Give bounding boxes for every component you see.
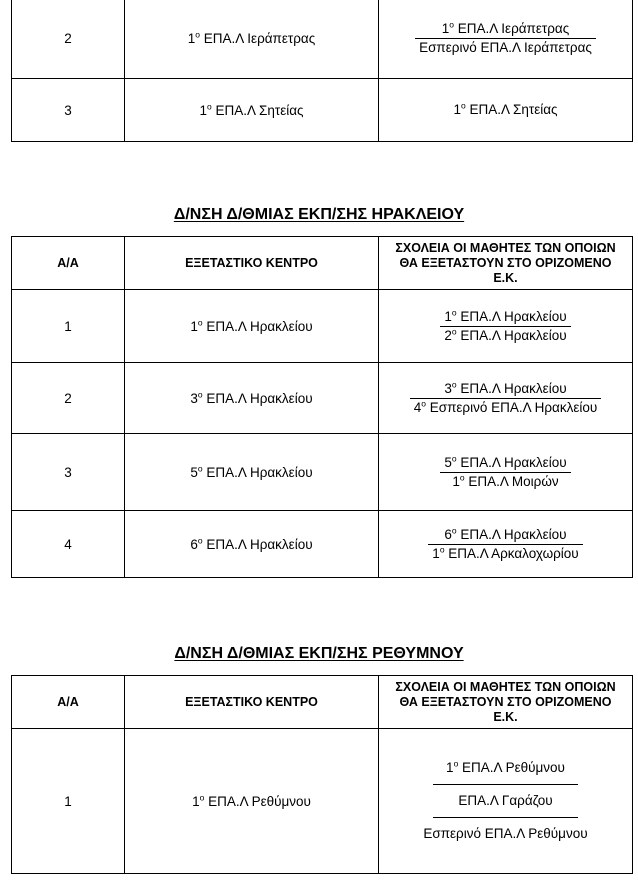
schools-list <box>444 454 566 491</box>
school-entry <box>432 545 578 563</box>
row-number: 2 <box>12 363 125 434</box>
table-row <box>12 290 633 363</box>
exam-center-text: 1 <box>187 31 196 46</box>
exam-center-cell <box>125 434 379 511</box>
exam-center-text: 3 <box>190 390 198 406</box>
school-text: 1 <box>446 760 454 775</box>
school-ordinal: ο <box>460 100 466 111</box>
row-number: 3 <box>12 434 125 511</box>
school-entry <box>432 526 578 544</box>
exam-center-rest: ΕΠΑ.Λ Ηρακλείου <box>202 318 313 334</box>
exam-center-ordinal: ο <box>199 792 205 802</box>
row-number: 1 <box>12 290 125 363</box>
exam-center-text: 1 <box>192 793 200 809</box>
schools-cell <box>379 0 633 79</box>
school-separator <box>433 784 577 785</box>
schools-cell <box>379 511 633 578</box>
table-row <box>12 729 633 874</box>
school-rest: ΕΠΑ.Λ Ιεράπετρας <box>454 21 570 36</box>
exam-center-ordinal: ο <box>197 389 203 399</box>
school-text: 1 <box>444 308 452 324</box>
school-ordinal: ο <box>451 307 457 317</box>
school-ordinal: ο <box>459 472 465 482</box>
table-header-row <box>12 237 633 290</box>
school-rest: ΕΠΑ.Λ Σητείας <box>465 102 558 117</box>
school-text: Εσπερινό ΕΠΑ.Λ Ρεθύμνου <box>423 826 588 841</box>
schools-cell <box>379 434 633 511</box>
table-lasithi-continued <box>11 0 633 142</box>
exam-center-rest: ΕΠΑ.Λ Ηρακλείου <box>202 464 313 480</box>
exam-center-text: 1 <box>199 102 207 118</box>
exam-center-cell <box>125 79 379 142</box>
header-schools: ΣΧΟΛΕΙΑ ΟΙ ΜΑΘΗΤΕΣ ΤΩΝ ΟΠΟΙΩΝ ΘΑ ΕΞΕΤΑΣΤΟΥΝ ΣΤΟ ΟΡΙΖΟΜΕΝΟ Ε.Κ. <box>379 237 633 290</box>
exam-center-ordinal: ο <box>206 101 212 111</box>
header-aa: Α/Α <box>12 237 125 290</box>
table-body <box>12 290 633 578</box>
school-text: 6 <box>444 526 452 542</box>
table-header-row <box>12 676 633 729</box>
school-entry <box>414 399 598 417</box>
table-row <box>12 363 633 434</box>
school-ordinal: ο <box>451 525 457 535</box>
exam-center-cell <box>125 363 379 434</box>
school-entry <box>444 454 566 472</box>
schools-cell <box>379 729 633 874</box>
school-entry <box>453 101 557 119</box>
row-number: 2 <box>12 0 125 79</box>
school-text: 1 <box>452 473 460 489</box>
exam-center-rest: ΕΠΑ.Λ Ρεθύμνου <box>204 793 311 809</box>
school-entry <box>423 793 587 809</box>
school-ordinal: ο <box>453 758 459 769</box>
school-ordinal: ο <box>451 379 457 389</box>
school-text: Εσπερινό ΕΠΑ.Λ Ιεράπετρας <box>419 40 592 55</box>
table-row <box>12 511 633 578</box>
header-exam-center: ΕΞΕΤΑΣΤΙΚΟ ΚΕΝΤΡΟ <box>125 237 379 290</box>
header-schools: ΣΧΟΛΕΙΑ ΟΙ ΜΑΘΗΤΕΣ ΤΩΝ ΟΠΟΙΩΝ ΘΑ ΕΞΕΤΑΣΤΟΥΝ ΣΤΟ ΟΡΙΖΟΜΕΝΟ Ε.Κ. <box>379 676 633 729</box>
school-text: 2 <box>444 327 452 343</box>
schools-cell <box>379 363 633 434</box>
schools-list <box>432 526 578 563</box>
school-text: 1 <box>441 21 450 36</box>
schools-list <box>423 760 587 842</box>
exam-center-rest: ΕΠΑ.Λ Ηρακλείου <box>202 536 313 552</box>
school-rest: ΕΠΑ.Λ Ηρακλείου <box>456 380 567 396</box>
school-text: 4 <box>413 399 422 415</box>
exam-center-ordinal: ο <box>197 535 203 545</box>
exam-center-cell <box>125 290 379 363</box>
school-rest: ΕΠΑ.Λ Ηρακλείου <box>456 454 567 470</box>
school-entry <box>423 826 587 842</box>
exam-center-ordinal: ο <box>197 317 203 327</box>
exam-center-text: 6 <box>190 536 198 552</box>
exam-center-text: 5 <box>190 464 198 480</box>
school-text: ΕΠΑ.Λ Γαράζου <box>458 793 553 808</box>
section-title-heraklion: Δ/ΝΣΗ Δ/ΘΜΙΑΣ ΕΚΠ/ΣΗΣ ΗΡΑΚΛΕΙΟΥ <box>173 206 465 223</box>
exam-center-rest: ΕΠΑ.Λ Ιεράπετρας <box>200 31 316 46</box>
row-number: 1 <box>12 729 125 874</box>
school-ordinal: ο <box>451 453 457 463</box>
schools-cell <box>379 79 633 142</box>
exam-center-cell <box>125 511 379 578</box>
table-body <box>12 0 633 142</box>
table-row <box>12 79 633 142</box>
exam-center-cell <box>125 729 379 874</box>
row-number: 3 <box>12 79 125 142</box>
table-rethymno <box>11 675 633 874</box>
school-ordinal: ο <box>421 398 426 408</box>
school-rest: Εσπερινό ΕΠΑ.Λ Ηρακλείου <box>425 399 598 415</box>
table-heraklion <box>11 236 633 578</box>
school-rest: ΕΠΑ.Λ Ηρακλείου <box>456 327 567 343</box>
table-row <box>12 0 633 79</box>
schools-list <box>419 20 592 57</box>
school-ordinal: ο <box>449 19 455 30</box>
school-text: 1 <box>432 545 440 561</box>
school-ordinal: ο <box>451 326 457 336</box>
schools-cell <box>379 290 633 363</box>
exam-center-text: 1 <box>190 318 198 334</box>
school-text: 3 <box>444 380 452 396</box>
school-entry <box>419 39 592 57</box>
school-entry <box>423 760 587 776</box>
exam-center-rest: ΕΠΑ.Λ Σητείας <box>211 102 304 118</box>
school-ordinal: ο <box>439 544 445 554</box>
table-row <box>12 434 633 511</box>
exam-center-ordinal: ο <box>195 29 201 40</box>
header-aa: Α/Α <box>12 676 125 729</box>
school-rest: ΕΠΑ.Λ Ηρακλείου <box>456 526 567 542</box>
school-rest: ΕΠΑ.Λ Μοιρών <box>464 473 559 489</box>
school-entry <box>444 327 566 345</box>
school-rest: ΕΠΑ.Λ Ρεθύμνου <box>458 760 565 775</box>
school-entry <box>444 473 566 491</box>
school-entry <box>414 380 598 398</box>
school-text: 5 <box>444 454 452 470</box>
table-body <box>12 729 633 874</box>
school-rest: ΕΠΑ.Λ Αρκαλοχωρίου <box>444 545 579 561</box>
school-separator <box>433 817 577 818</box>
exam-center-cell <box>125 0 379 79</box>
exam-center-rest: ΕΠΑ.Λ Ηρακλείου <box>202 390 313 406</box>
header-exam-center: ΕΞΕΤΑΣΤΙΚΟ ΚΕΝΤΡΟ <box>125 676 379 729</box>
school-entry <box>444 308 566 326</box>
section-title-rethymno: Δ/ΝΣΗ Δ/ΘΜΙΑΣ ΕΚΠ/ΣΗΣ ΡΕΘΥΜΝΟΥ <box>174 645 464 662</box>
schools-list <box>414 380 598 417</box>
row-number: 4 <box>12 511 125 578</box>
exam-center-ordinal: ο <box>197 463 203 473</box>
schools-list <box>453 101 557 119</box>
school-text: 1 <box>453 102 461 117</box>
school-entry <box>419 20 592 38</box>
schools-list <box>444 308 566 345</box>
school-rest: ΕΠΑ.Λ Ηρακλείου <box>456 308 567 324</box>
